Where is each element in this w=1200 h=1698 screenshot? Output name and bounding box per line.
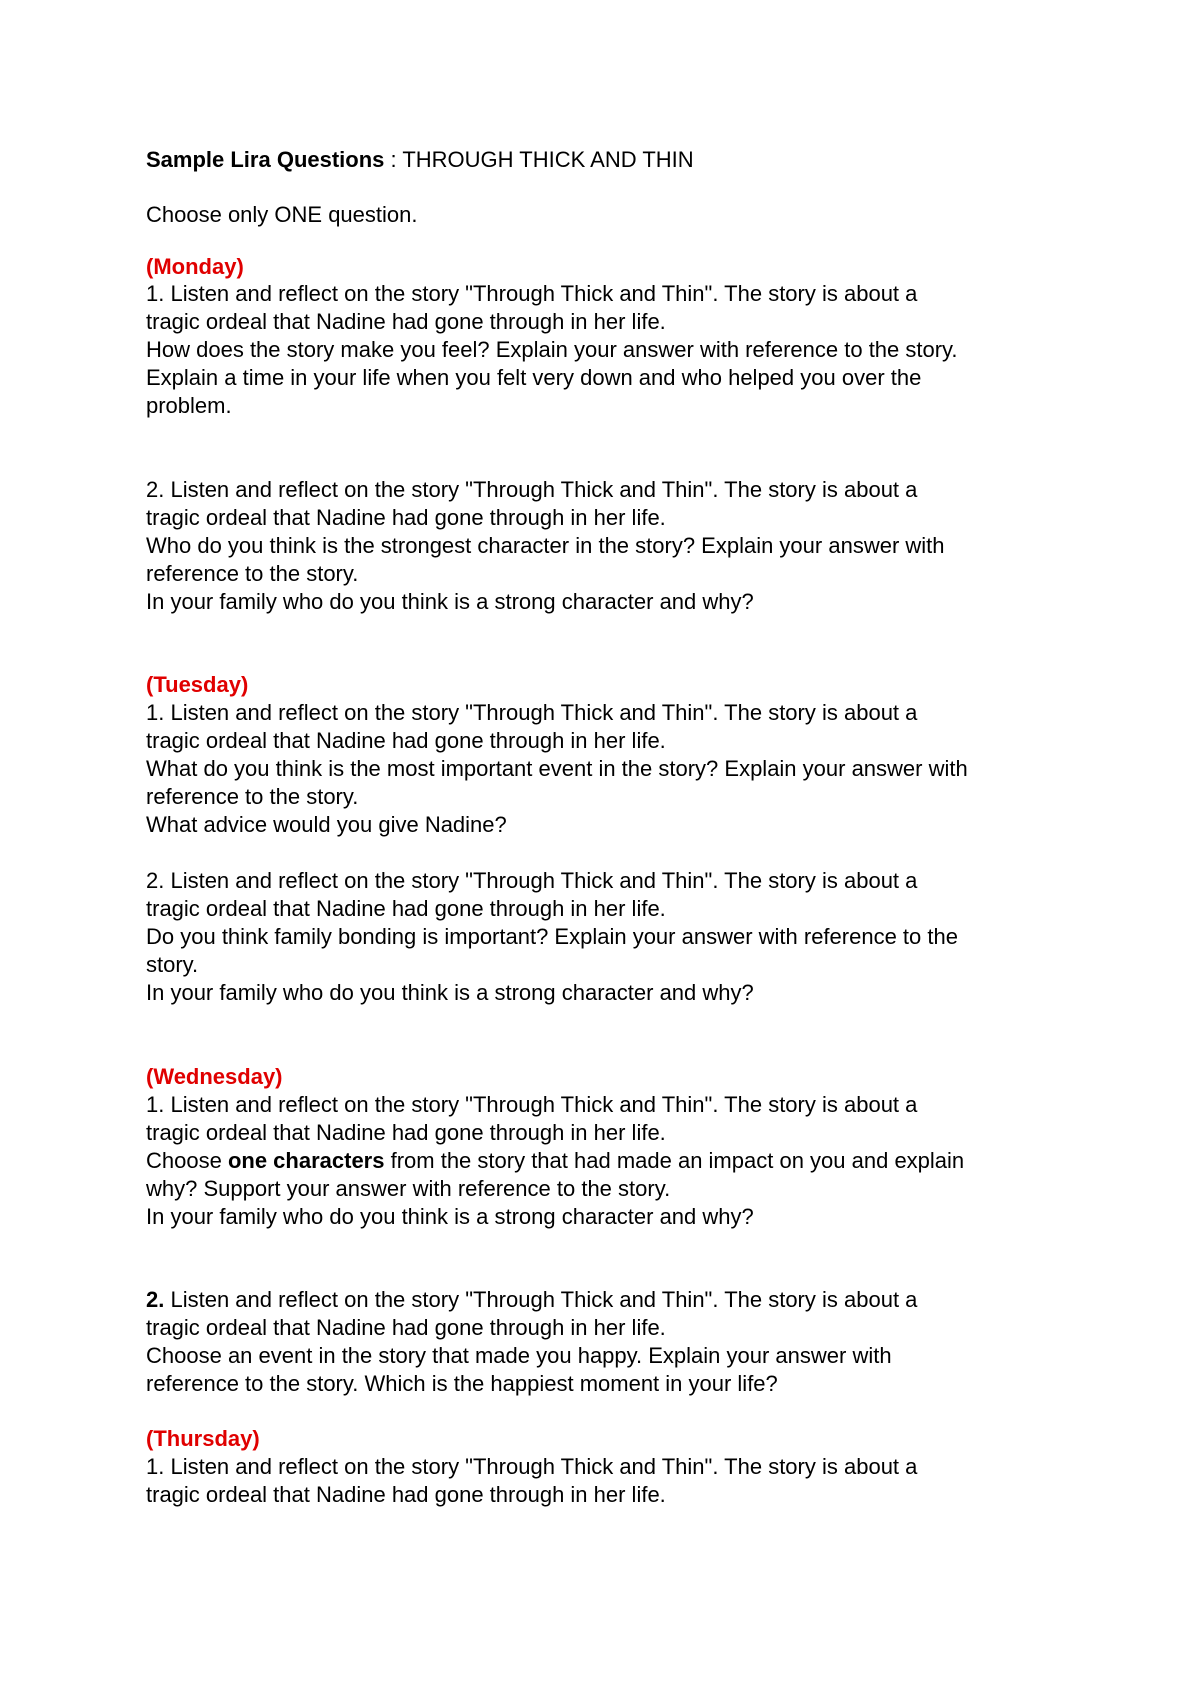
question-line: story. <box>146 952 199 977</box>
question-number: 2. <box>146 1287 165 1312</box>
text-run: from the story that had made an impact on you and explain <box>384 1148 965 1173</box>
day-heading-tuesday: (Tuesday) <box>146 672 249 697</box>
question-line: 1. Listen and reflect on the story "Through Thick and Thin". The story is about a <box>146 1092 918 1117</box>
document-title <box>146 146 1076 174</box>
question-line: reference to the story. <box>146 561 359 586</box>
title-bold: Sample Lira Questions <box>146 147 385 172</box>
day-heading-wednesday: (Wednesday) <box>146 1064 283 1089</box>
question-line: tragic ordeal that Nadine had gone through in her life. <box>146 1315 666 1340</box>
question-line: Choose an event in the story that made you happy. Explain your answer with <box>146 1343 892 1368</box>
question-line: In your family who do you think is a strong character and why? <box>146 589 754 614</box>
instruction: Choose only ONE question. <box>146 202 418 227</box>
question-line: why? Support your answer with reference to the story. <box>146 1176 671 1201</box>
question-line: 2. Listen and reflect on the story "Through Thick and Thin". The story is about a <box>146 477 918 502</box>
question-line: 1. Listen and reflect on the story "Through Thick and Thin". The story is about a <box>146 281 918 306</box>
question-line: Do you think family bonding is important? Explain your answer with reference to the <box>146 924 958 949</box>
question-line: 1. Listen and reflect on the story "Through Thick and Thin". The story is about a <box>146 700 918 725</box>
monday-question-2 <box>146 476 1076 616</box>
wednesday-question-2 <box>146 1286 1076 1398</box>
wednesday-question-1 <box>146 1091 1076 1231</box>
question-line: tragic ordeal that Nadine had gone through in her life. <box>146 1120 666 1145</box>
text-run: Listen and reflect on the story "Through Thick and Thin". The story is about a <box>164 1287 918 1312</box>
day-heading-thursday: (Thursday) <box>146 1426 260 1451</box>
question-line: Who do you think is the strongest character in the story? Explain your answer with <box>146 533 945 558</box>
question-line: tragic ordeal that Nadine had gone through in her life. <box>146 309 666 334</box>
question-line: 2. Listen and reflect on the story "Through Thick and Thin". The story is about a <box>146 868 918 893</box>
monday-question-1 <box>146 280 1076 420</box>
question-line: In your family who do you think is a strong character and why? <box>146 980 754 1005</box>
question-line: In your family who do you think is a strong character and why? <box>146 1204 754 1229</box>
question-line <box>146 1147 1076 1175</box>
tuesday-question-2 <box>146 867 1076 1007</box>
question-line: Explain a time in your life when you felt very down and who helped you over the <box>146 365 922 390</box>
question-line: What advice would you give Nadine? <box>146 812 507 837</box>
day-heading-monday: (Monday) <box>146 254 244 279</box>
question-line: 1. Listen and reflect on the story "Through Thick and Thin". The story is about a <box>146 1454 918 1479</box>
title-rest: : THROUGH THICK AND THIN <box>384 147 694 172</box>
question-line: reference to the story. Which is the happiest moment in your life? <box>146 1371 778 1396</box>
question-line: reference to the story. <box>146 784 359 809</box>
emphasis-text: one characters <box>227 1148 385 1173</box>
question-line: tragic ordeal that Nadine had gone through in her life. <box>146 1482 666 1507</box>
tuesday-question-1 <box>146 699 1076 839</box>
question-line: How does the story make you feel? Explain your answer with reference to the story. <box>146 337 958 362</box>
question-line: tragic ordeal that Nadine had gone through in her life. <box>146 728 666 753</box>
question-line: problem. <box>146 393 232 418</box>
thursday-question-1 <box>146 1453 1076 1509</box>
question-line: tragic ordeal that Nadine had gone through in her life. <box>146 896 666 921</box>
question-line: What do you think is the most important event in the story? Explain your answer with <box>146 756 968 781</box>
question-line <box>146 1286 1076 1314</box>
text-run: Choose <box>146 1148 228 1173</box>
question-line: tragic ordeal that Nadine had gone through in her life. <box>146 505 666 530</box>
